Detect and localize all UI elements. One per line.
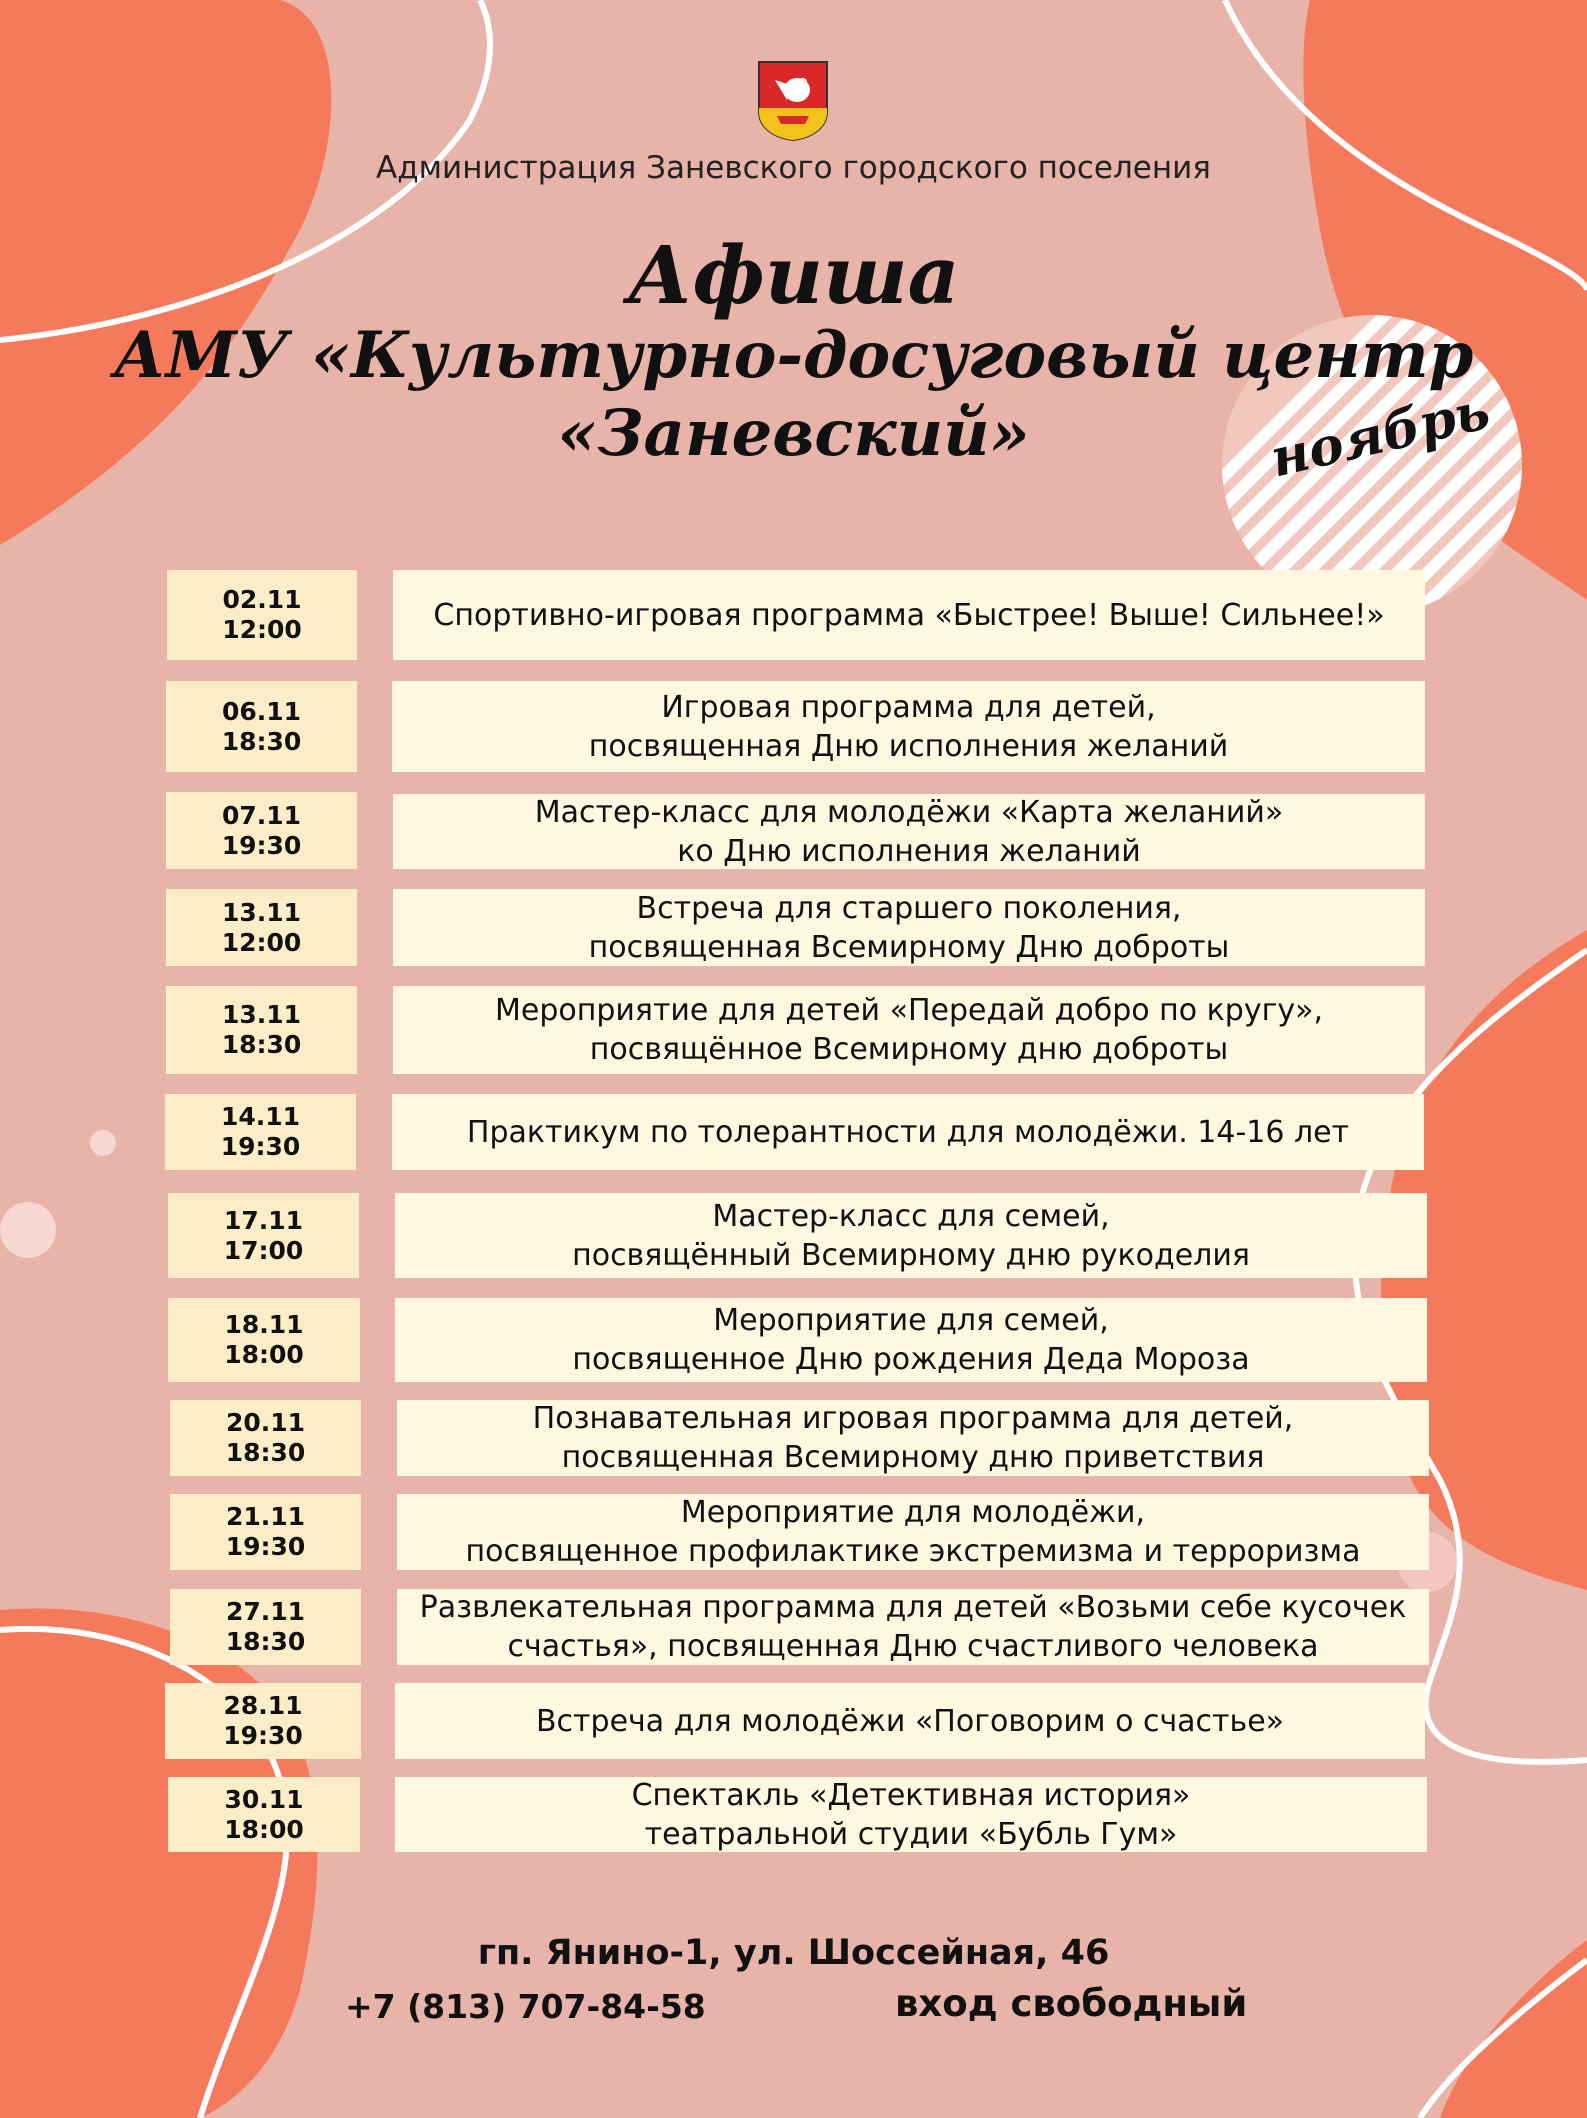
event-date — [170, 1494, 361, 1570]
event-date-day: 13.11 — [221, 1000, 302, 1029]
event-description-line: Мастер-класс для молодёжи «Карта желаний» — [534, 794, 1284, 830]
event-date-day: 20.11 — [225, 1408, 306, 1437]
event-date — [168, 1298, 360, 1382]
event-description — [393, 986, 1425, 1074]
event-date-time: 17:00 — [223, 1235, 304, 1265]
month-label: ноябрь — [1265, 380, 1496, 490]
poster-title: Афиша — [627, 228, 960, 322]
event-date — [165, 1683, 361, 1759]
event-date-day: 17.11 — [223, 1205, 304, 1235]
event-date — [166, 986, 357, 1074]
organization-name-line-1: АМУ «Культурно-досуговый центр — [113, 318, 1474, 393]
event-description — [397, 1494, 1429, 1570]
event-date-time: 19:30 — [221, 830, 302, 860]
event-description — [395, 1193, 1427, 1278]
event-description-line: театральной студии «Бубль Гум» — [644, 1816, 1178, 1852]
event-date-time: 19:30 — [225, 1532, 306, 1561]
event-description-line: счастья», посвященная Дню счастливого человека — [507, 1629, 1319, 1664]
event-description — [393, 794, 1425, 869]
event-description-line: Мероприятие для молодёжи, — [680, 1495, 1146, 1530]
event-date-day: 21.11 — [225, 1502, 306, 1531]
event-description-line: Спектакль «Детективная история» — [631, 1777, 1191, 1813]
event-description — [397, 1589, 1429, 1665]
event-date-time: 18:00 — [224, 1340, 304, 1369]
event-description — [395, 1777, 1427, 1852]
event-description-line: посвященная Всемирному Дню доброты — [588, 929, 1230, 965]
event-description — [395, 1298, 1427, 1382]
event-date-time: 12:00 — [222, 615, 302, 644]
event-date-time: 18:30 — [221, 1030, 302, 1059]
event-description — [392, 681, 1425, 772]
event-date-time: 19:30 — [223, 1721, 303, 1750]
event-description-line: Познавательная игровая программа для детей, — [532, 1401, 1294, 1436]
event-date-time: 18:30 — [225, 1627, 306, 1656]
event-date — [168, 1193, 359, 1278]
event-description-line: посвящённое Всемирному дню доброты — [589, 1032, 1229, 1067]
administration-title: Администрация Заневского городского поселения — [376, 150, 1211, 186]
event-description-line: посвященное профилактике экстремизма и терроризма — [465, 1534, 1361, 1569]
event-date — [166, 792, 357, 869]
address: гп. Янино-1, ул. Шоссейная, 46 — [477, 1933, 1110, 1973]
event-date-day: 07.11 — [221, 800, 302, 830]
event-date-day: 18.11 — [224, 1310, 304, 1339]
event-description — [393, 570, 1425, 660]
event-date-day: 13.11 — [221, 897, 302, 927]
event-date — [170, 1400, 361, 1476]
event-date — [165, 1094, 356, 1170]
free-entry-note: вход свободный — [895, 1982, 1248, 2025]
phone-number: +7 (813) 707-84-58 — [345, 1987, 706, 2026]
coat-of-arms-icon — [757, 60, 829, 142]
event-description-line: посвящённый Всемирному дню рукоделия — [572, 1237, 1250, 1273]
event-date-time: 19:30 — [220, 1132, 301, 1161]
event-description-line: посвященное Дню рождения Деда Мороза — [572, 1342, 1250, 1377]
event-date — [166, 681, 357, 772]
event-date — [167, 570, 357, 660]
event-date-time: 12:00 — [221, 927, 302, 957]
event-description-line: Встреча для старшего поколения, — [636, 890, 1182, 926]
event-description-line: Встреча для молодёжи «Поговорим о счастье» — [535, 1703, 1285, 1739]
event-description-line: Спортивно-игровая программа «Быстрее! Выше! Сильнее!» — [433, 597, 1385, 633]
event-description — [393, 889, 1425, 966]
event-date-time: 18:30 — [221, 726, 302, 756]
event-description-line: Мастер-класс для семей, — [712, 1198, 1110, 1234]
event-description-line: Мероприятие для детей «Передай добро по кругу», — [495, 993, 1323, 1028]
event-date-time: 18:00 — [224, 1814, 304, 1844]
event-description — [392, 1094, 1424, 1170]
event-date-day: 28.11 — [223, 1691, 303, 1720]
event-description-line: посвященная Дню исполнения желаний — [588, 728, 1229, 764]
event-date — [166, 889, 357, 966]
event-date-time: 18:30 — [225, 1438, 306, 1467]
event-date-day: 30.11 — [224, 1784, 304, 1814]
event-description-line: Практикум по толерантности для молодёжи. 14-16 лет — [466, 1114, 1350, 1150]
event-description-line: Мероприятие для семей, — [713, 1303, 1109, 1338]
event-description — [395, 1683, 1425, 1759]
organization-name-line-2: «Заневский» — [557, 396, 1030, 471]
event-description-line: посвященная Всемирному дню приветствия — [561, 1440, 1265, 1475]
event-description — [397, 1400, 1429, 1476]
event-date — [168, 1777, 360, 1852]
event-date — [170, 1589, 361, 1665]
event-date-day: 27.11 — [225, 1597, 306, 1626]
event-date-day: 02.11 — [222, 585, 302, 614]
event-date-day: 06.11 — [221, 696, 302, 726]
event-description-line: ко Дню исполнения желаний — [677, 833, 1141, 869]
event-description-line: Игровая программа для детей, — [661, 689, 1156, 725]
event-date-day: 14.11 — [220, 1102, 301, 1131]
event-description-line: Развлекательная программа для детей «Возьми себе кусочек — [419, 1590, 1407, 1625]
